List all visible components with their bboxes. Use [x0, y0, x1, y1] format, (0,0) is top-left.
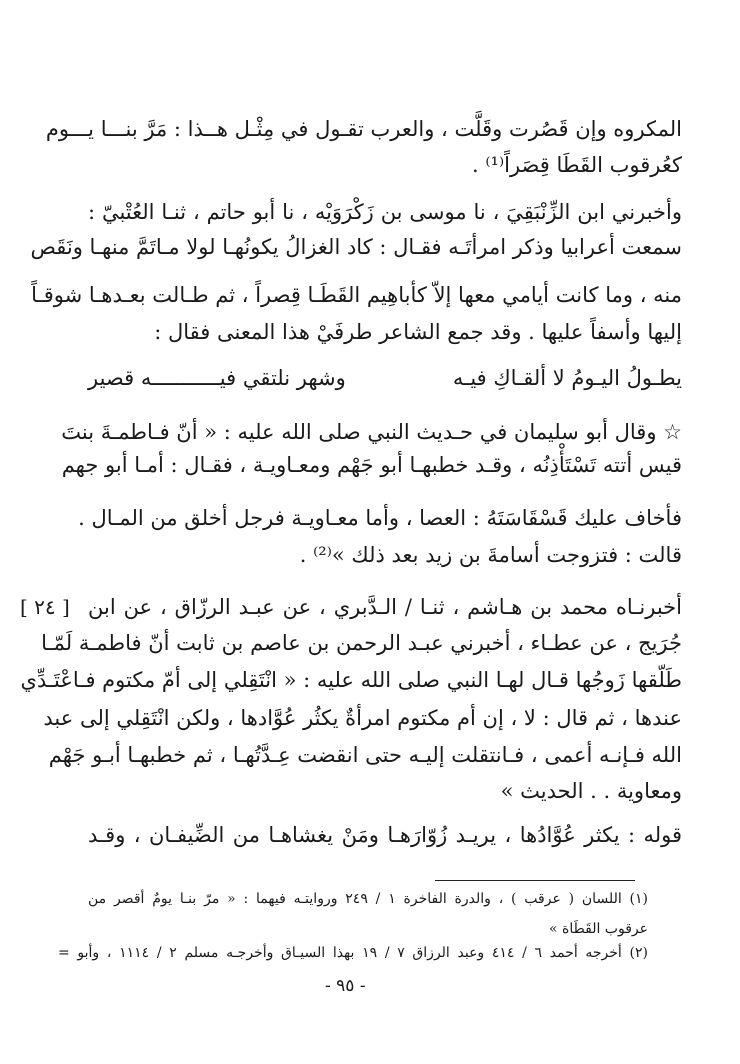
paragraph-line-4: سمعت أعرابيا وذكر امرأتَـه فقـال : كاد الغزالُ يكونُهـا لولا مـاتَمَّ منهـا ونَقَص — [30, 235, 682, 259]
paragraph-line-13: طَلّقها زَوجُها قـال لهـا النبي صلى الله عليه : « انْتَقِلي إلى أمّ مكتوم فـاعْتَـدِّي — [20, 668, 682, 692]
poem-second-hemistich: وشهر نلتقي فيـــــــــــه قصير — [88, 366, 346, 390]
footnote-separator — [435, 880, 635, 881]
paragraph-line-14: عندها ، ثم قال : لا ، إن أم مكتوم امرأةٌ يكثُر عُوَّادها ، ولكن انْتَقِلي إلى عبد — [43, 706, 682, 730]
footnote-1-line-1: (١) اللسان ( عرقب ) ، والدرة الفاخرة ١ / ٢٤٩ وروايتـه فيهما : « مرّ بنـا يومٌ أقصر من — [88, 891, 648, 907]
paragraph-line-8: قيس أتته تَسْتَأْذِنُه ، وقـد خطبهـا أبو جَهْم ومعـاويـة ، فقـال : أمـا أبو جهم — [61, 453, 682, 477]
paragraph-line-5: منه ، وما كانت أيامي معها إلاّ كأباهِيم القَطَـا قِصراً ، ثم طـالت بعـدهـا شوقـاً — [31, 283, 682, 307]
paragraph-line-6: إليها وأسفاً عليها . وقد جمع الشاعر طرفَيْ هذا المعنى فقال : — [154, 320, 682, 344]
paragraph-line-9: فأخاف عليك قَسْقَاسَتَهُ : العصا ، وأما معـاويـة فرجل أخلق من المـال . — [78, 506, 682, 530]
page-number: - ٩٥ - — [325, 976, 366, 996]
paragraph-line-7: ☆ وقال أبو سليمان في حـديث النبي صلى الله عليه : « أنّ فـاطمـةَ بنتَ — [61, 420, 682, 444]
paragraph-line-1: المكروه وإن قَصُرت وقَلَّت ، والعرب تقـول في مِثْـل هــذا : مَرَّ بنـــا يـــوم — [45, 117, 682, 141]
footnote-2: (٢) أخرجه أحمد ٦ / ٤١٤ وعبد الرزاق ٧ / ١٩ بهذا السيـاق وأخرجـه مسلم ٢ / ١١١٤ ، وأبو = — [58, 945, 648, 961]
paragraph-line-2: كعُرقوب القَطَا قِصَراً⁽¹⁾ . — [472, 153, 682, 177]
margin-marker: [ ٢٤ ] — [20, 595, 70, 619]
paragraph-line-16: ومعاوية . . الحديث » — [500, 779, 682, 803]
paragraph-line-11: أخبرنـاه محمد بن هـاشم ، ثنـا / الـدَّبري ، عن عبـد الرزّاق ، عن ابن — [88, 595, 682, 619]
footnote-1-line-2: عرقوب القَطَاة » — [549, 921, 648, 937]
paragraph-line-15: الله فـإنـه أعمى ، فـانتقلت إليـه حتى انقضت عِـدَّتُهـا ، ثم خطبهـا أبـو جَهْم — [48, 743, 682, 767]
poem-first-hemistich: يطـولُ اليـومُ لا ألقـاكِ فيـه — [452, 366, 682, 390]
paragraph-line-12: جُرَيج ، عن عطـاء ، أخبرني عبـد الرحمن بن عاصم بن ثابت أنّ فاطمـة لَمّـا — [41, 631, 682, 655]
paragraph-line-3: وأخبرني ابن الزِّنْبَقِيَ ، نا موسى بن زَكْرَوَيْه ، نا أبو حاتم ، ثنـا العُتْبيّ : — [88, 200, 682, 224]
paragraph-line-17: قوله : يكثر عُوَّادُها ، يريـد زُوّارَهـا ومَنْ يغشاهـا من الضِّيفـان ، وقـد — [88, 823, 682, 847]
paragraph-line-10: قالت : فتزوجت أسامةَ بن زيد بعد ذلك »⁽²⁾ . — [299, 543, 682, 567]
